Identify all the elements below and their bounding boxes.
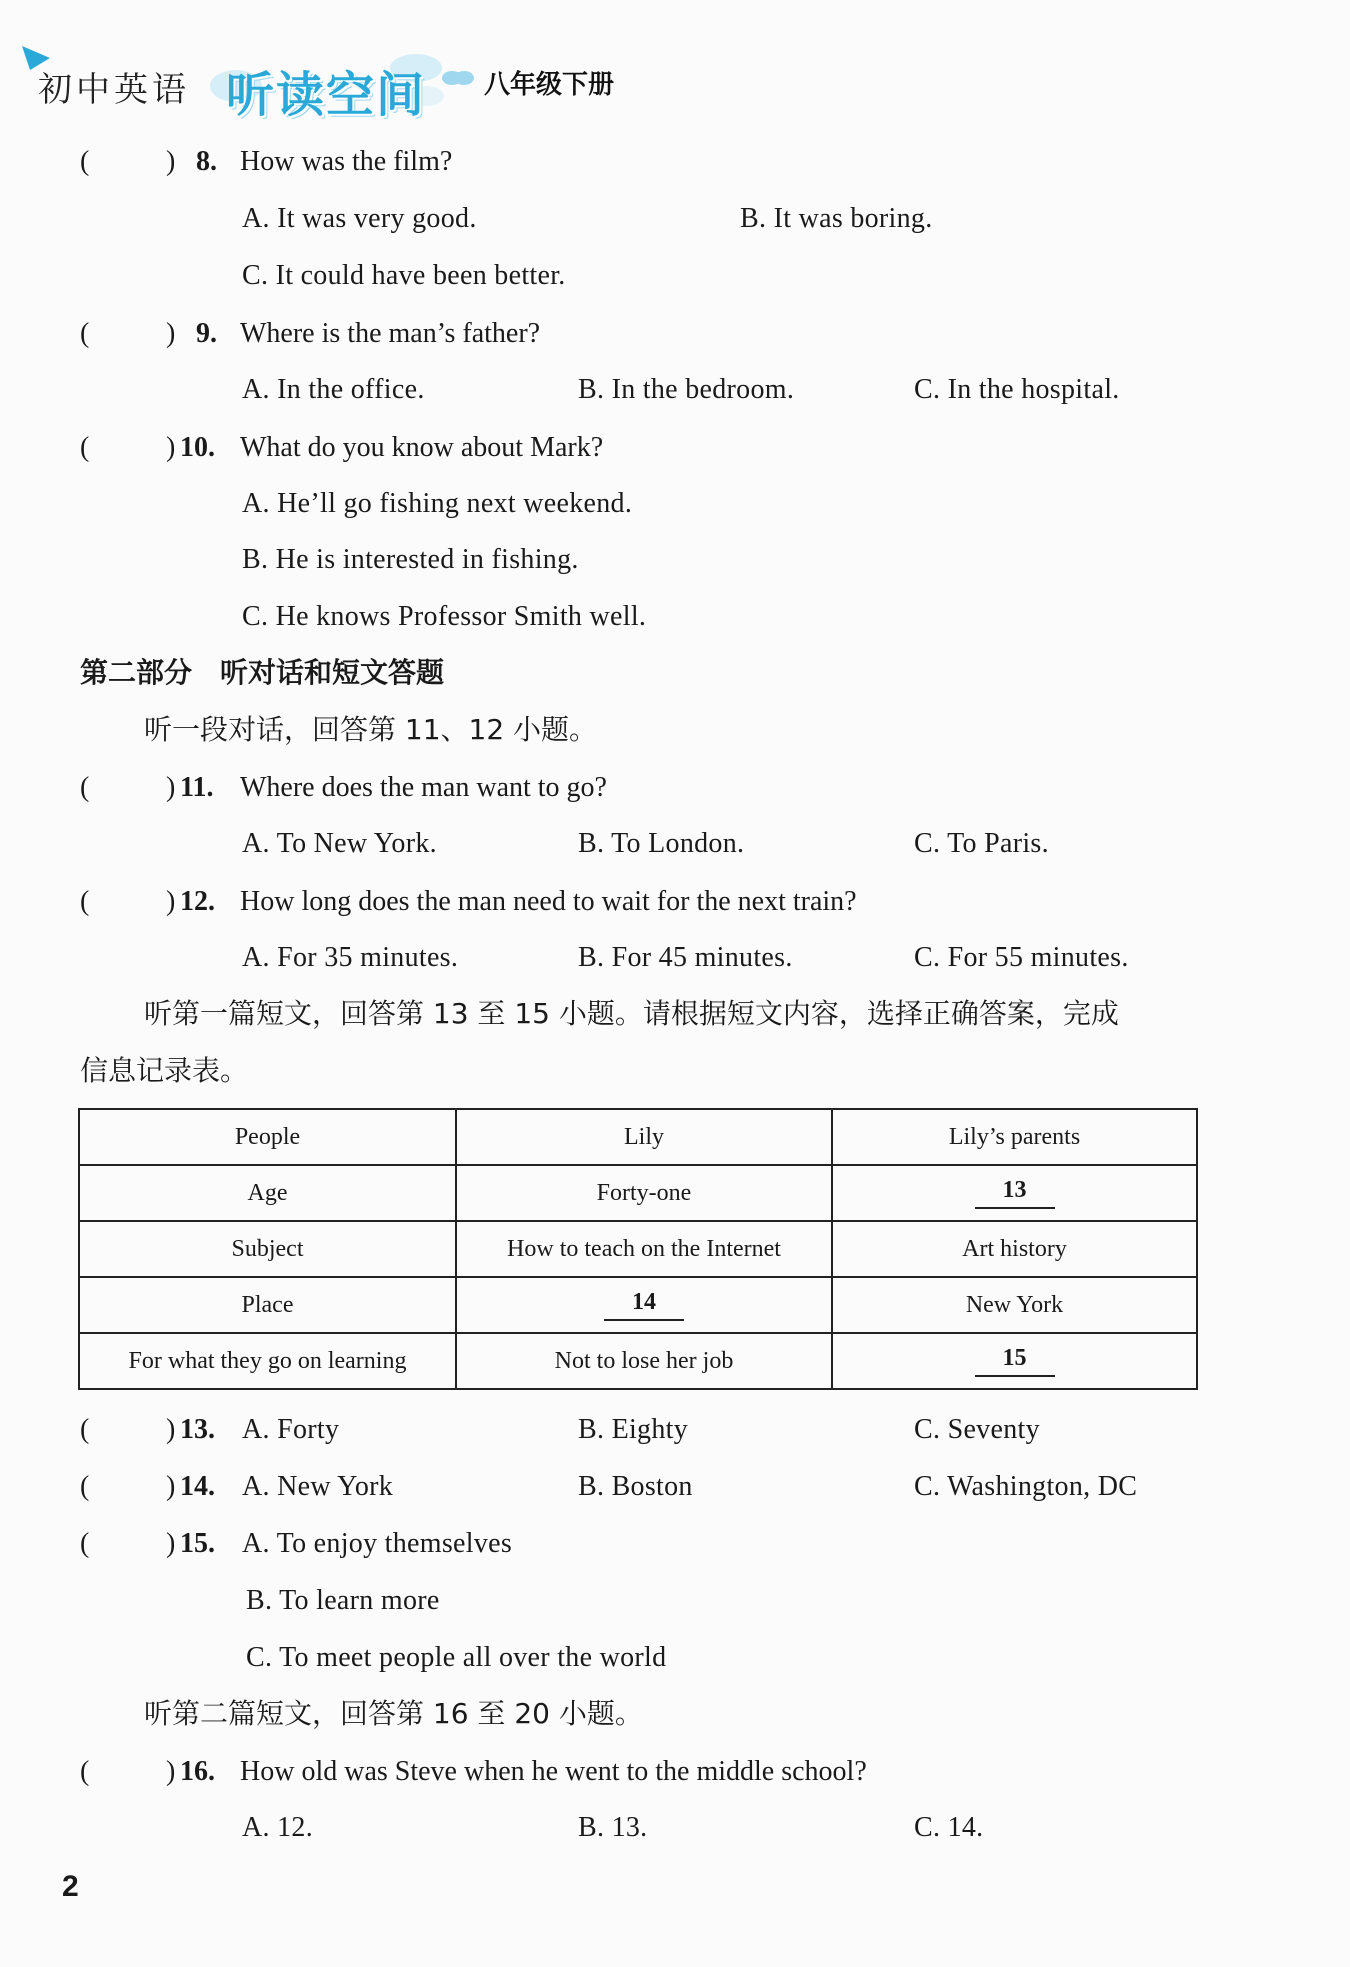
- option-a[interactable]: A. To New York.: [242, 828, 437, 859]
- option-c[interactable]: C. To Paris.: [914, 828, 1049, 859]
- instruction-passage-1: 听第一篇短文，回答第 13 至 15 小题。请根据短文内容，选择正确答案，完成: [144, 997, 1119, 1030]
- table-row: [79, 1109, 1197, 1165]
- table-cell: Lily’s parents: [832, 1109, 1197, 1165]
- table-cell: For what they go on learning: [79, 1333, 456, 1389]
- table-cell: New York: [832, 1277, 1197, 1333]
- page-number: 2: [62, 1870, 79, 1903]
- answer-paren-open[interactable]: (: [80, 886, 90, 917]
- series-title: 初中英语: [38, 70, 190, 110]
- instruction-dialog: 听一段对话，回答第 11、12 小题。: [144, 713, 598, 746]
- instruction-passage-1-cont: 信息记录表。: [80, 1054, 249, 1087]
- option-a[interactable]: A. In the office.: [242, 374, 425, 405]
- option-a[interactable]: A. He’ll go fishing next weekend.: [242, 488, 633, 519]
- option-a[interactable]: A. To enjoy themselves: [242, 1528, 513, 1559]
- question-number: 11.: [180, 772, 214, 803]
- table-cell: [832, 1165, 1197, 1221]
- table-row: [79, 1333, 1197, 1389]
- table-cell: Place: [79, 1277, 456, 1333]
- instruction-passage-2: 听第二篇短文，回答第 16 至 20 小题。: [144, 1697, 643, 1730]
- answer-paren-close: ): [166, 432, 176, 463]
- question-number: 14.: [180, 1471, 215, 1502]
- question-number: 13.: [180, 1414, 215, 1445]
- option-c[interactable]: C. In the hospital.: [914, 374, 1120, 405]
- question-stem: What do you know about Mark?: [240, 432, 604, 463]
- table-row: [79, 1277, 1197, 1333]
- question-number: 10.: [180, 432, 215, 463]
- question-number: 12.: [180, 886, 215, 917]
- option-c[interactable]: C. Seventy: [914, 1414, 1040, 1445]
- table-cell: Lily: [456, 1109, 832, 1165]
- answer-paren-close: ): [166, 1528, 176, 1559]
- option-b[interactable]: B. For 45 minutes.: [578, 942, 793, 973]
- table-cell: Age: [79, 1165, 456, 1221]
- answer-paren-close: ): [166, 146, 176, 177]
- answer-paren-open[interactable]: (: [80, 1471, 90, 1502]
- info-record-table: [78, 1108, 1198, 1390]
- answer-blank-15[interactable]: 15: [975, 1345, 1055, 1377]
- question-number: 8.: [196, 146, 217, 177]
- question-stem: Where does the man want to go?: [240, 772, 607, 803]
- option-a[interactable]: A. Forty: [242, 1414, 340, 1445]
- table-cell: People: [79, 1109, 456, 1165]
- answer-paren-close: ): [166, 318, 176, 349]
- answer-paren-close: ): [166, 1414, 176, 1445]
- grade-label: 八年级下册: [484, 70, 615, 100]
- table-cell: Subject: [79, 1221, 456, 1277]
- option-b[interactable]: B. Boston: [578, 1471, 693, 1502]
- answer-paren-open[interactable]: (: [80, 146, 90, 177]
- answer-paren-open[interactable]: (: [80, 1414, 90, 1445]
- option-a[interactable]: A. New York: [242, 1471, 394, 1502]
- question-stem: How was the film?: [240, 146, 453, 177]
- question-number: 15.: [180, 1528, 215, 1559]
- answer-paren-close: ): [166, 1756, 176, 1787]
- option-b[interactable]: B. To learn more: [246, 1585, 440, 1616]
- page-header: [20, 40, 1330, 130]
- option-c[interactable]: C. To meet people all over the world: [246, 1642, 667, 1673]
- answer-paren-open[interactable]: (: [80, 1756, 90, 1787]
- answer-blank-14[interactable]: 14: [604, 1289, 684, 1321]
- table-cell: [832, 1333, 1197, 1389]
- answer-blank-13[interactable]: 13: [975, 1177, 1055, 1209]
- table-cell: Not to lose her job: [456, 1333, 832, 1389]
- option-b[interactable]: B. In the bedroom.: [578, 374, 795, 405]
- option-b[interactable]: B. He is interested in fishing.: [242, 544, 579, 575]
- question-stem: How old was Steve when he went to the middle school?: [240, 1756, 867, 1787]
- answer-paren-close: ): [166, 886, 176, 917]
- brand-title: 听读空间: [226, 67, 427, 123]
- option-c[interactable]: C. It could have been better.: [242, 260, 566, 291]
- option-c[interactable]: C. He knows Professor Smith well.: [242, 601, 647, 632]
- answer-paren-open[interactable]: (: [80, 432, 90, 463]
- option-c[interactable]: C. Washington, DC: [914, 1471, 1138, 1502]
- brand-logo: [206, 46, 446, 123]
- answer-paren-open[interactable]: (: [80, 1528, 90, 1559]
- grade-cloud-icon: [440, 68, 476, 88]
- answer-paren-open[interactable]: (: [80, 318, 90, 349]
- option-a[interactable]: A. For 35 minutes.: [242, 942, 459, 973]
- option-b[interactable]: B. Eighty: [578, 1414, 689, 1445]
- option-c[interactable]: C. 14.: [914, 1812, 984, 1843]
- question-number: 16.: [180, 1756, 215, 1787]
- table-row: [79, 1221, 1197, 1277]
- table-row: [79, 1165, 1197, 1221]
- table-cell: How to teach on the Internet: [456, 1221, 832, 1277]
- option-b[interactable]: B. 13.: [578, 1812, 648, 1843]
- option-a[interactable]: A. 12.: [242, 1812, 314, 1843]
- option-b[interactable]: B. To London.: [578, 828, 745, 859]
- answer-paren-open[interactable]: (: [80, 772, 90, 803]
- option-c[interactable]: C. For 55 minutes.: [914, 942, 1129, 973]
- table-cell: [456, 1277, 832, 1333]
- table-cell: Forty-one: [456, 1165, 832, 1221]
- option-b[interactable]: B. It was boring.: [740, 203, 933, 234]
- question-number: 9.: [196, 318, 217, 349]
- section-title: 第二部分 听对话和短文答题: [80, 656, 445, 689]
- option-a[interactable]: A. It was very good.: [242, 203, 477, 234]
- question-stem: Where is the man’s father?: [240, 318, 541, 349]
- table-cell: Art history: [832, 1221, 1197, 1277]
- question-stem: How long does the man need to wait for the next train?: [240, 886, 857, 917]
- answer-paren-close: ): [166, 772, 176, 803]
- answer-paren-close: ): [166, 1471, 176, 1502]
